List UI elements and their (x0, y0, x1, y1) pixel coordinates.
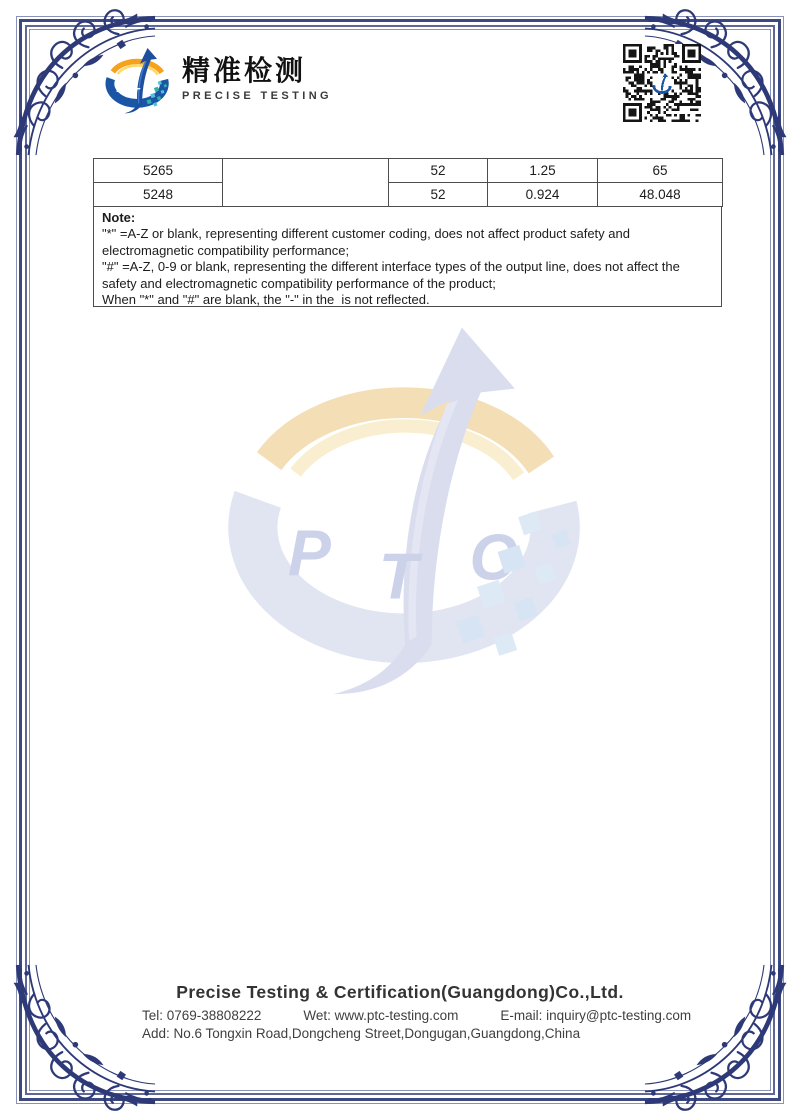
cell-merged-blank (223, 159, 389, 207)
note-line: "#" =A-Z, 0-9 or blank, representing the different interface types of the output line, does not affect the safety and electromagnetic compatibility performance of the product; (102, 259, 684, 291)
cell-model: 5265 (94, 159, 223, 183)
contact-email: E-mail: inquiry@ptc-testing.com (500, 1008, 692, 1023)
note-line: "*" =A-Z or blank, representing different customer coding, does not affect product safety and electromagnetic compatibility performance; (102, 226, 634, 258)
note-title: Note: (102, 210, 136, 225)
contact-web: Wet: www.ptc-testing.com (303, 1008, 459, 1023)
qr-code (623, 44, 701, 122)
ptc-logo-mark (104, 46, 172, 114)
note-line: When "*" and "#" are blank, the "-" in the is not reflected. (102, 292, 430, 308)
cell-model: 5248 (94, 183, 223, 207)
table-row (94, 159, 723, 183)
ptc-watermark (220, 316, 598, 698)
table-row (94, 183, 723, 207)
contact-tel: Tel: 0769-38808222 (142, 1008, 262, 1023)
cell-value: 0.924 (488, 183, 598, 207)
results-table (93, 158, 723, 207)
company-name: Precise Testing & Certification(Guangdong)Co.,Ltd. (176, 982, 624, 1002)
cell-value: 52 (389, 159, 488, 183)
note-box (93, 206, 722, 307)
contact-line (142, 1008, 691, 1023)
logo-chinese-name: 精准检测 (182, 55, 307, 86)
cell-value: 52 (389, 183, 488, 207)
cell-value: 1.25 (488, 159, 598, 183)
ptc-logo-text (182, 56, 332, 102)
contact-address: Add: No.6 Tongxin Road,Dongcheng Street,Dongugan,Guangdong,China (142, 1026, 581, 1041)
cell-value: 65 (598, 159, 723, 183)
cell-value: 48.048 (598, 183, 723, 207)
logo-english-name: PRECISE TESTING (182, 89, 333, 102)
